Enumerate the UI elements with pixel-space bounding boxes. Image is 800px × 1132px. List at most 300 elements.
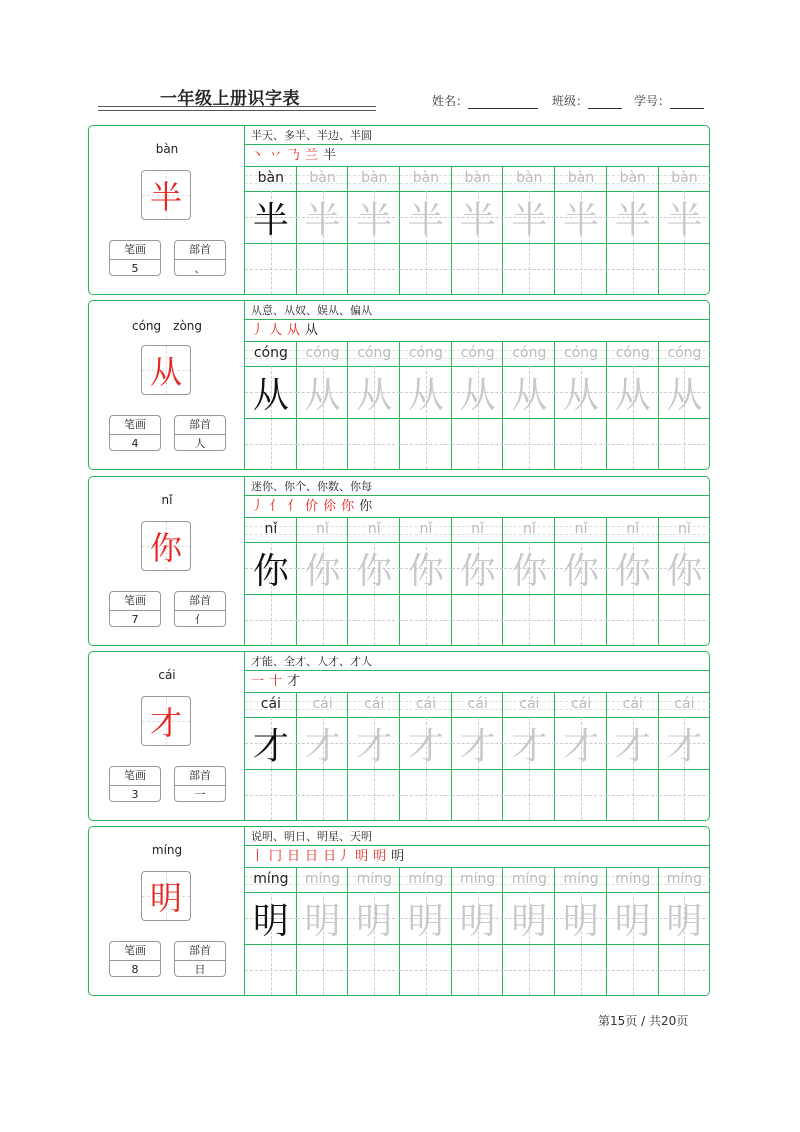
trace-pinyin: míng: [408, 871, 444, 887]
featured-character: 明: [149, 879, 182, 917]
trace-pinyin: cóng: [564, 345, 599, 361]
trace-character: 才: [614, 725, 651, 767]
trace-pinyin: cóng: [667, 345, 702, 361]
name-label: 姓名：: [432, 94, 469, 108]
blank-practice-cell[interactable]: [607, 594, 659, 645]
trace-pinyin: nǐ: [522, 521, 536, 537]
stroke-step: 伱: [323, 499, 338, 514]
model-pinyin: míng: [253, 871, 289, 887]
trace-cell[interactable]: [504, 717, 556, 769]
blank-practice-cell[interactable]: [245, 594, 297, 645]
radical-box: [174, 941, 226, 977]
trace-cell[interactable]: [297, 542, 349, 594]
trace-character: 你: [407, 550, 444, 592]
trace-character: 才: [563, 725, 600, 767]
row-divider: [245, 319, 709, 320]
blank-practice-cell[interactable]: [348, 418, 400, 469]
trace-pinyin: míng: [666, 871, 703, 887]
example-words: 才能、全才、人才、才人: [251, 655, 372, 668]
blank-practice-cell[interactable]: [245, 944, 297, 995]
model-cell: [245, 717, 297, 769]
trace-character: 从: [511, 374, 548, 416]
student-id-label: 学号：: [634, 94, 671, 108]
trace-cell[interactable]: [297, 191, 349, 243]
radical-value: 日: [194, 963, 206, 976]
model-character: 明: [252, 900, 289, 942]
trace-pinyin: bàn: [516, 170, 543, 186]
trace-cell[interactable]: [555, 366, 607, 418]
trace-cell[interactable]: [400, 542, 452, 594]
trace-character: 你: [666, 550, 703, 592]
trace-cell[interactable]: [348, 717, 400, 769]
trace-column: [607, 517, 659, 645]
stroke-count: 5: [131, 262, 139, 275]
blank-practice-cell[interactable]: [297, 418, 349, 469]
trace-pinyin: cái: [467, 696, 488, 712]
trace-column: [297, 692, 349, 820]
trace-pinyin: cóng: [408, 345, 443, 361]
blank-practice-cell[interactable]: [245, 243, 297, 294]
stroke-step: 一: [251, 674, 266, 689]
trace-pinyin: míng: [356, 871, 392, 887]
blank-practice-cell[interactable]: [659, 594, 711, 645]
blank-practice-cell[interactable]: [555, 769, 607, 820]
trace-column: [555, 341, 607, 469]
trace-pinyin: bàn: [412, 170, 440, 186]
trace-column: [400, 692, 452, 820]
trace-character: 从: [304, 374, 341, 416]
blank-practice-cell[interactable]: [452, 769, 504, 820]
trace-pinyin: bàn: [619, 170, 646, 186]
trace-column: [659, 517, 711, 645]
trace-character: 从: [407, 374, 444, 416]
trace-cell[interactable]: [400, 191, 452, 243]
blank-practice-cell[interactable]: [452, 944, 504, 995]
trace-character: 明: [614, 900, 651, 942]
trace-column: [348, 517, 400, 645]
blank-practice-cell[interactable]: [659, 243, 711, 294]
character-summary: [89, 126, 245, 294]
blank-practice-cell[interactable]: [400, 944, 452, 995]
trace-character: 你: [511, 550, 548, 592]
trace-cell[interactable]: [659, 366, 711, 418]
trace-cell[interactable]: [400, 717, 452, 769]
blank-practice-cell[interactable]: [555, 594, 607, 645]
trace-column: [659, 867, 711, 995]
stroke-step: 价: [305, 499, 320, 514]
practice-panel: [245, 301, 709, 469]
stroke-step: 明: [355, 849, 370, 864]
trace-cell[interactable]: [504, 542, 556, 594]
trace-cell[interactable]: [504, 892, 556, 944]
row-divider: [245, 243, 709, 244]
trace-column: [348, 867, 400, 995]
trace-pinyin: cóng: [357, 345, 392, 361]
model-cell: [245, 892, 297, 944]
trace-column: [297, 341, 349, 469]
stroke-count: 8: [131, 963, 139, 976]
stroke-count-box-label: 笔画: [110, 416, 160, 435]
trace-pinyin: nǐ: [316, 521, 329, 537]
blank-practice-cell[interactable]: [400, 418, 452, 469]
character-card: [88, 826, 710, 996]
trace-character: 才: [666, 725, 703, 767]
trace-cell[interactable]: [400, 892, 452, 944]
model-pinyin: nǐ: [264, 521, 278, 537]
trace-cell[interactable]: [452, 717, 504, 769]
trace-character: 你: [563, 550, 600, 592]
character-display-box: [141, 170, 191, 220]
blank-practice-cell[interactable]: [659, 944, 711, 995]
trace-character: 你: [356, 550, 393, 592]
trace-character: 从: [614, 374, 651, 416]
trace-cell[interactable]: [607, 191, 659, 243]
character-summary: [89, 301, 245, 469]
blank-practice-cell[interactable]: [452, 243, 504, 294]
radical-box-label: 部首: [175, 767, 225, 786]
model-cell: [245, 366, 297, 418]
trace-pinyin: bàn: [309, 170, 336, 186]
trace-character: 明: [563, 900, 600, 942]
trace-character: 从: [666, 374, 703, 416]
model-column: [245, 341, 297, 469]
stroke-count-box: [109, 240, 161, 276]
practice-panel: [245, 827, 709, 995]
trace-character: 才: [407, 725, 444, 767]
model-character: 你: [252, 550, 289, 592]
class-label: 班级：: [552, 94, 589, 108]
example-words: 说明、明日、明星、天明: [251, 830, 372, 843]
stroke-step: 日丿: [323, 849, 352, 864]
name-field[interactable]: [432, 92, 538, 109]
radical-box: [174, 766, 226, 802]
stroke-order: [251, 321, 323, 341]
blank-practice-cell[interactable]: [348, 243, 400, 294]
trace-column: [400, 341, 452, 469]
trace-cell[interactable]: [659, 717, 711, 769]
row-divider: [245, 845, 709, 846]
practice-panel: [245, 477, 709, 645]
stroke-count-box-label: 笔画: [110, 767, 160, 786]
trace-column: [607, 341, 659, 469]
stroke-count-box: [109, 591, 161, 627]
stroke-order: [251, 672, 305, 692]
class-blank[interactable]: [588, 96, 622, 109]
stroke-count-box-label: 笔画: [110, 241, 160, 260]
blank-practice-cell[interactable]: [504, 944, 556, 995]
trace-cell[interactable]: [297, 892, 349, 944]
trace-cell[interactable]: [555, 542, 607, 594]
trace-character: 半: [666, 199, 703, 241]
trace-character: 你: [614, 550, 651, 592]
row-divider: [245, 769, 709, 770]
trace-pinyin: cái: [312, 696, 333, 712]
stroke-step: 丿: [251, 323, 266, 338]
row-divider: [245, 594, 709, 595]
trace-column: [504, 341, 556, 469]
stroke-step: 丿: [251, 499, 266, 514]
character-display-box: [141, 521, 191, 571]
character-display-box: [141, 696, 191, 746]
trace-character: 你: [459, 550, 496, 592]
blank-practice-cell[interactable]: [400, 243, 452, 294]
trace-character: 才: [304, 725, 341, 767]
radical-value: 人: [194, 437, 206, 450]
stroke-step: 亻: [287, 499, 302, 514]
character-summary: [89, 827, 245, 995]
trace-cell[interactable]: [348, 542, 400, 594]
stroke-order: [251, 847, 409, 867]
class-field[interactable]: [552, 92, 622, 109]
page-number: 第15页 / 共20页: [598, 1014, 689, 1028]
stroke-step: 日: [305, 849, 320, 864]
character-summary: [89, 652, 245, 820]
trace-pinyin: cái: [674, 696, 695, 712]
stroke-count-box-label: 笔画: [110, 942, 160, 961]
blank-practice-cell[interactable]: [297, 769, 349, 820]
trace-column: [555, 867, 607, 995]
trace-character: 明: [511, 900, 548, 942]
stroke-step: 明: [373, 849, 388, 864]
model-cell: [245, 542, 297, 594]
stroke-step: 从: [305, 323, 320, 338]
character-pinyin: cái: [158, 668, 176, 682]
blank-practice-cell[interactable]: [245, 418, 297, 469]
trace-pinyin: nǐ: [419, 521, 433, 537]
trace-cell[interactable]: [348, 892, 400, 944]
blank-practice-cell[interactable]: [297, 243, 349, 294]
trace-cell[interactable]: [607, 366, 659, 418]
radical-box: [174, 591, 226, 627]
character-display-box: [141, 871, 191, 921]
example-words: 从意、从奴、娱从、偏从: [251, 304, 372, 317]
blank-practice-cell[interactable]: [607, 769, 659, 820]
character-card: [88, 651, 710, 821]
character-card: [88, 300, 710, 470]
trace-pinyin: bàn: [464, 170, 491, 186]
blank-practice-cell[interactable]: [400, 769, 452, 820]
trace-character: 半: [304, 199, 341, 241]
trace-pinyin: míng: [563, 871, 599, 887]
stroke-step: 你: [359, 499, 374, 514]
page-title: 一年级上册识字表: [160, 89, 300, 109]
trace-character: 半: [511, 199, 548, 241]
character-card: [88, 125, 710, 295]
radical-value: 亻: [194, 613, 206, 626]
stroke-count: 7: [131, 613, 139, 626]
stroke-count-box: [109, 941, 161, 977]
trace-character: 才: [356, 725, 393, 767]
blank-practice-cell[interactable]: [607, 944, 659, 995]
stroke-step: 亻: [269, 499, 284, 514]
trace-cell[interactable]: [504, 366, 556, 418]
blank-practice-cell[interactable]: [504, 594, 556, 645]
trace-character: 从: [459, 374, 496, 416]
model-character: 半: [252, 199, 289, 241]
blank-practice-cell[interactable]: [555, 418, 607, 469]
stroke-step: 半: [323, 148, 338, 163]
character-card: [88, 476, 710, 646]
trace-column: [555, 166, 607, 294]
trace-pinyin: bàn: [361, 170, 388, 186]
blank-practice-cell[interactable]: [245, 769, 297, 820]
stroke-step: 𠄎: [287, 148, 302, 163]
trace-pinyin: nǐ: [574, 521, 588, 537]
trace-pinyin: míng: [459, 871, 496, 887]
model-column: [245, 692, 297, 820]
trace-pinyin: bàn: [567, 170, 595, 186]
radical-box-label: 部首: [175, 416, 225, 435]
trace-column: [504, 166, 556, 294]
trace-pinyin: nǐ: [678, 521, 691, 537]
trace-column: [555, 517, 607, 645]
trace-character: 明: [304, 900, 341, 942]
trace-character: 半: [356, 199, 393, 241]
featured-character: 从: [149, 353, 182, 391]
blank-practice-cell[interactable]: [555, 944, 607, 995]
blank-practice-cell[interactable]: [400, 594, 452, 645]
stroke-step: 丨: [251, 849, 266, 864]
trace-cell[interactable]: [297, 717, 349, 769]
radical-box: [174, 415, 226, 451]
trace-cell[interactable]: [504, 191, 556, 243]
trace-character: 半: [407, 199, 444, 241]
trace-column: [659, 166, 711, 294]
trace-pinyin: míng: [304, 871, 341, 887]
blank-practice-cell[interactable]: [504, 418, 556, 469]
trace-pinyin: nǐ: [626, 521, 640, 537]
trace-column: [297, 166, 349, 294]
trace-cell[interactable]: [452, 191, 504, 243]
trace-column: [452, 341, 504, 469]
character-display-box: [141, 345, 191, 395]
stroke-step: 从: [287, 323, 302, 338]
blank-practice-cell[interactable]: [504, 243, 556, 294]
student-id-field[interactable]: [634, 92, 704, 109]
stroke-step: 冂: [269, 849, 284, 864]
blank-practice-cell[interactable]: [297, 944, 349, 995]
trace-column: [659, 341, 711, 469]
stroke-step: 人: [269, 323, 284, 338]
trace-column: [452, 692, 504, 820]
blank-practice-cell[interactable]: [504, 769, 556, 820]
trace-column: [607, 692, 659, 820]
trace-column: [348, 341, 400, 469]
trace-character: 你: [304, 550, 341, 592]
row-divider: [245, 418, 709, 419]
trace-pinyin: cái: [519, 696, 540, 712]
blank-practice-cell[interactable]: [607, 418, 659, 469]
trace-cell[interactable]: [452, 892, 504, 944]
trace-character: 才: [511, 725, 548, 767]
trace-cell[interactable]: [607, 717, 659, 769]
trace-column: [452, 517, 504, 645]
trace-column: [452, 166, 504, 294]
trace-cell[interactable]: [607, 542, 659, 594]
blank-practice-cell[interactable]: [348, 594, 400, 645]
model-column: [245, 867, 297, 995]
trace-cell[interactable]: [607, 892, 659, 944]
stroke-count-box: [109, 415, 161, 451]
trace-cell[interactable]: [452, 542, 504, 594]
trace-column: [607, 867, 659, 995]
model-pinyin: bàn: [257, 170, 285, 186]
radical-box-label: 部首: [175, 592, 225, 611]
trace-cell[interactable]: [348, 191, 400, 243]
blank-practice-cell[interactable]: [348, 769, 400, 820]
stroke-count-box: [109, 766, 161, 802]
trace-cell[interactable]: [659, 892, 711, 944]
trace-column: [607, 166, 659, 294]
blank-practice-cell[interactable]: [607, 243, 659, 294]
example-words: 迷你、你个、你数、你每: [251, 480, 372, 493]
trace-cell[interactable]: [348, 366, 400, 418]
trace-pinyin: cái: [570, 696, 592, 712]
radical-box-label: 部首: [175, 942, 225, 961]
radical-value: 一: [194, 788, 206, 801]
trace-cell[interactable]: [659, 542, 711, 594]
stroke-count: 4: [131, 437, 139, 450]
blank-practice-cell[interactable]: [555, 243, 607, 294]
title-underline: [98, 106, 376, 107]
trace-column: [297, 517, 349, 645]
trace-cell[interactable]: [400, 366, 452, 418]
character-summary: [89, 477, 245, 645]
trace-cell[interactable]: [659, 191, 711, 243]
trace-cell[interactable]: [555, 191, 607, 243]
example-words: 半天、多半、半边、半圆: [251, 129, 372, 142]
trace-pinyin: míng: [615, 871, 651, 887]
trace-pinyin: bàn: [671, 170, 698, 186]
trace-pinyin: cái: [415, 696, 437, 712]
stroke-order: [251, 497, 377, 517]
character-pinyin: bàn: [155, 142, 179, 156]
blank-practice-cell[interactable]: [452, 418, 504, 469]
trace-cell[interactable]: [555, 717, 607, 769]
model-character: 才: [252, 725, 289, 767]
stroke-step: 你: [341, 499, 356, 514]
name-blank[interactable]: [468, 96, 538, 109]
model-pinyin: cóng: [253, 345, 288, 361]
trace-column: [555, 692, 607, 820]
trace-character: 明: [407, 900, 444, 942]
row-divider: [245, 944, 709, 945]
blank-practice-cell[interactable]: [452, 594, 504, 645]
stroke-step: 日: [287, 849, 302, 864]
trace-character: 从: [563, 374, 600, 416]
trace-cell[interactable]: [297, 366, 349, 418]
trace-character: 明: [459, 900, 496, 942]
featured-character: 才: [149, 704, 182, 742]
stroke-count-box-label: 笔画: [110, 592, 160, 611]
trace-cell[interactable]: [452, 366, 504, 418]
model-cell: [245, 191, 297, 243]
blank-practice-cell[interactable]: [297, 594, 349, 645]
blank-practice-cell[interactable]: [348, 944, 400, 995]
trace-pinyin: cóng: [615, 345, 650, 361]
stroke-step: 十: [269, 674, 284, 689]
character-pinyin: míng: [151, 843, 183, 857]
row-divider: [245, 670, 709, 671]
stroke-count: 3: [131, 788, 139, 801]
trace-cell[interactable]: [555, 892, 607, 944]
student-id-blank[interactable]: [670, 96, 704, 109]
trace-column: [659, 692, 711, 820]
trace-character: 明: [666, 900, 703, 942]
blank-practice-cell[interactable]: [659, 769, 711, 820]
blank-practice-cell[interactable]: [659, 418, 711, 469]
practice-panel: [245, 652, 709, 820]
